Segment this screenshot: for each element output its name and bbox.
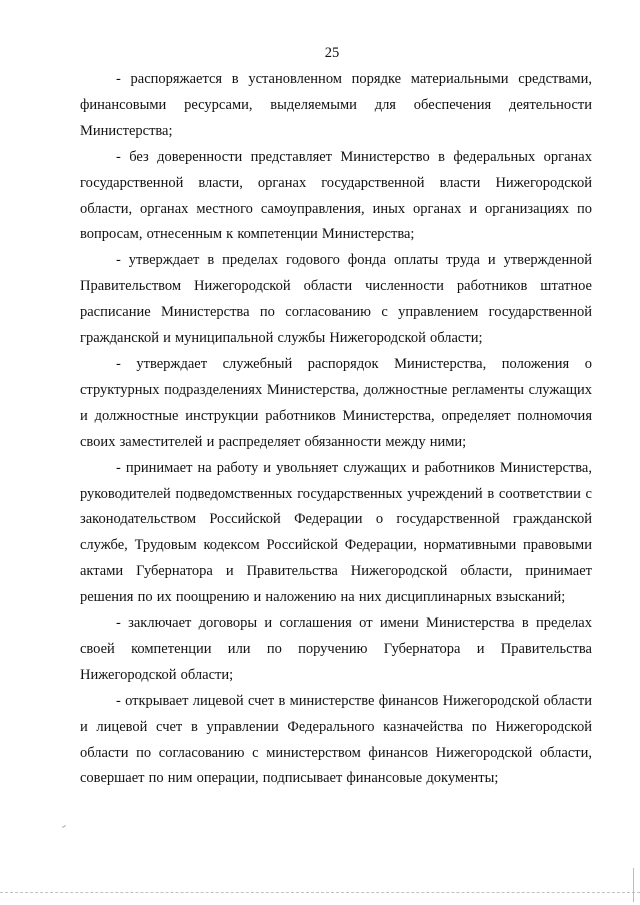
scan-artifact-mark: [62, 825, 66, 828]
scan-bottom-edge: [0, 892, 640, 897]
paragraph-contracts: - заключает договоры и соглашения от имени Министерства в пределах своей компетенции или по поручению Губернатора и Правительства Нижегородской области;: [80, 615, 592, 683]
paragraph-hiring: - принимает на работу и увольняет служащих и работников Министерства, руководителей подведомственных государственных учреждений в соответствии с законодательством Российской Федерации о государственной гражданской службе, Трудовым кодексом Российской Федерации, нормативными правовыми актами Губернатора и Правительства Нижегородской области, принимает решения по их поощрению и наложению на них дисциплинарных взысканий;: [80, 459, 592, 606]
paragraph-accounts: - открывает лицевой счет в министерстве финансов Нижегородской области и лицевой счет в управлении Федерального казначейства по Нижегородской области по согласованию с министерством финансов Нижегородской области, совершает по ним операции, подписывает финансовые документы;: [80, 692, 592, 787]
paragraph-service-routine: - утверждает служебный распорядок Министерства, положения о структурных подразделениях Министерства, должностные регламенты служащих и должностные инструкции работников Министерства, определяет полномочия своих заместителей и распределяет обязанности между ними;: [80, 355, 592, 450]
paragraph-representation: - без доверенности представляет Министерство в федеральных органах государственной власти, органах государственной власти Нижегородской области, органах местного самоуправления, иных органах и организациях по вопросам, отнесенным к компетенции Министерства;: [80, 148, 592, 243]
scan-right-edge: [633, 868, 634, 902]
page-number: 25: [324, 45, 340, 61]
paragraph-staff-schedule: - утверждает в пределах годового фонда оплаты труда и утвержденной Правительством Нижегородской области численности работников штатное расписание Министерства по согласованию с управлением государственной гражданской и муниципальной службы Нижегородской области;: [80, 252, 592, 347]
document-body: [80, 67, 592, 792]
paragraph-material-resources: - распоряжается в установленном порядке материальными средствами, финансовыми ресурсами, выделяемыми для обеспечения деятельности Министерства;: [80, 71, 592, 139]
